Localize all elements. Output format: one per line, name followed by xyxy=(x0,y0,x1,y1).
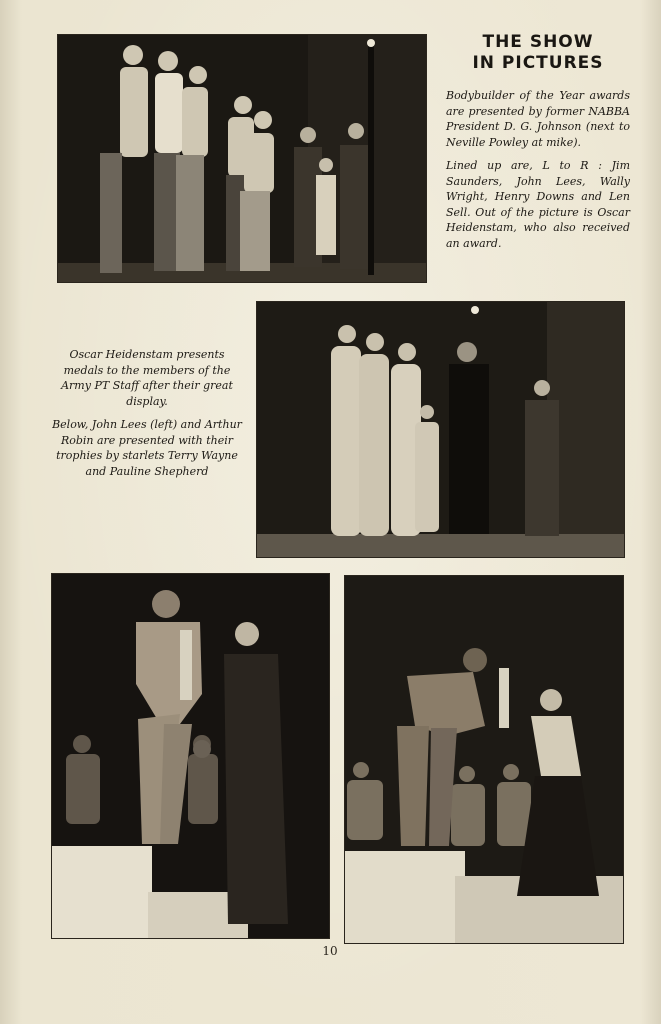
photo-award-lineup xyxy=(58,35,426,282)
caption-army-pt-staff xyxy=(52,347,242,487)
photo-army-pt-staff xyxy=(257,302,624,557)
caption-army-paragraph-1: Oscar Heidenstam presents medals to the members of the Army PT Staff after their great display. xyxy=(61,348,233,408)
photo-arthur-robin-trophy xyxy=(345,576,623,943)
heading-line-2: IN PICTURES xyxy=(472,53,604,73)
heading-line-1: THE SHOW xyxy=(482,32,594,52)
photo-john-lees-trophy xyxy=(52,574,329,938)
caption-award-paragraph-1: Bodybuilder of the Year awards are presented by former NABBA President D. G. Johnson (next to Neville Powley at mike). xyxy=(446,89,630,149)
caption-award-paragraph-2: Lined up are, L to R : Jim Saunders, John Lees, Wally Wright, Henry Downs and Len Sell. Out of the picture is Oscar Heidenstam, who also received an award. xyxy=(446,159,630,250)
caption-army-paragraph-2: Below, John Lees (left) and Arthur Robin are presented with their trophies by starlets Terry Wayne and Pauline Shepherd xyxy=(52,418,242,478)
caption-award-lineup xyxy=(446,88,630,259)
page-number: 10 xyxy=(322,944,338,958)
page-heading xyxy=(448,32,628,74)
